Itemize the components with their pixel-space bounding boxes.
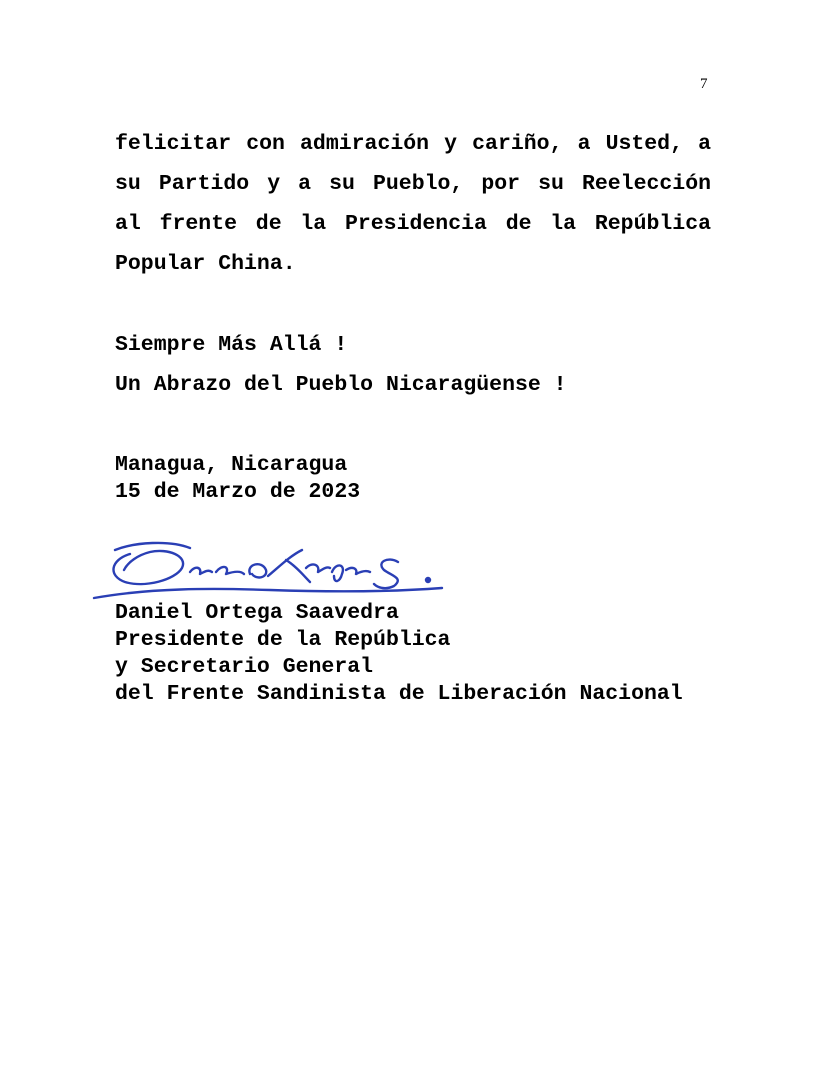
closing-block xyxy=(115,329,567,409)
body-line: Popular China. xyxy=(115,252,296,276)
body-paragraph xyxy=(115,128,711,288)
closing-line: Un Abrazo del Pueblo Nicaragüense ! xyxy=(115,373,567,397)
signature-image xyxy=(90,536,450,602)
body-line: felicitar con admiración y cariño, a Usted, a xyxy=(115,132,711,156)
signer-organization: del Frente Sandinista de Liberación Nacional xyxy=(115,682,683,706)
body-line: al frente de la Presidencia de la República xyxy=(115,212,711,236)
signer-block xyxy=(115,600,683,708)
body-line: su Partido y a su Pueblo, por su Reelección xyxy=(115,172,711,196)
date-text: 15 de Marzo de 2023 xyxy=(115,480,361,504)
place-date-block xyxy=(115,452,360,506)
closing-line: Siempre Más Allá ! xyxy=(115,333,348,357)
page-number: 7 xyxy=(700,76,708,92)
signer-name: Daniel Ortega Saavedra xyxy=(115,601,399,625)
place-text: Managua, Nicaragua xyxy=(115,453,348,477)
signer-title: y Secretario General xyxy=(115,655,374,679)
signer-title: Presidente de la República xyxy=(115,628,451,652)
